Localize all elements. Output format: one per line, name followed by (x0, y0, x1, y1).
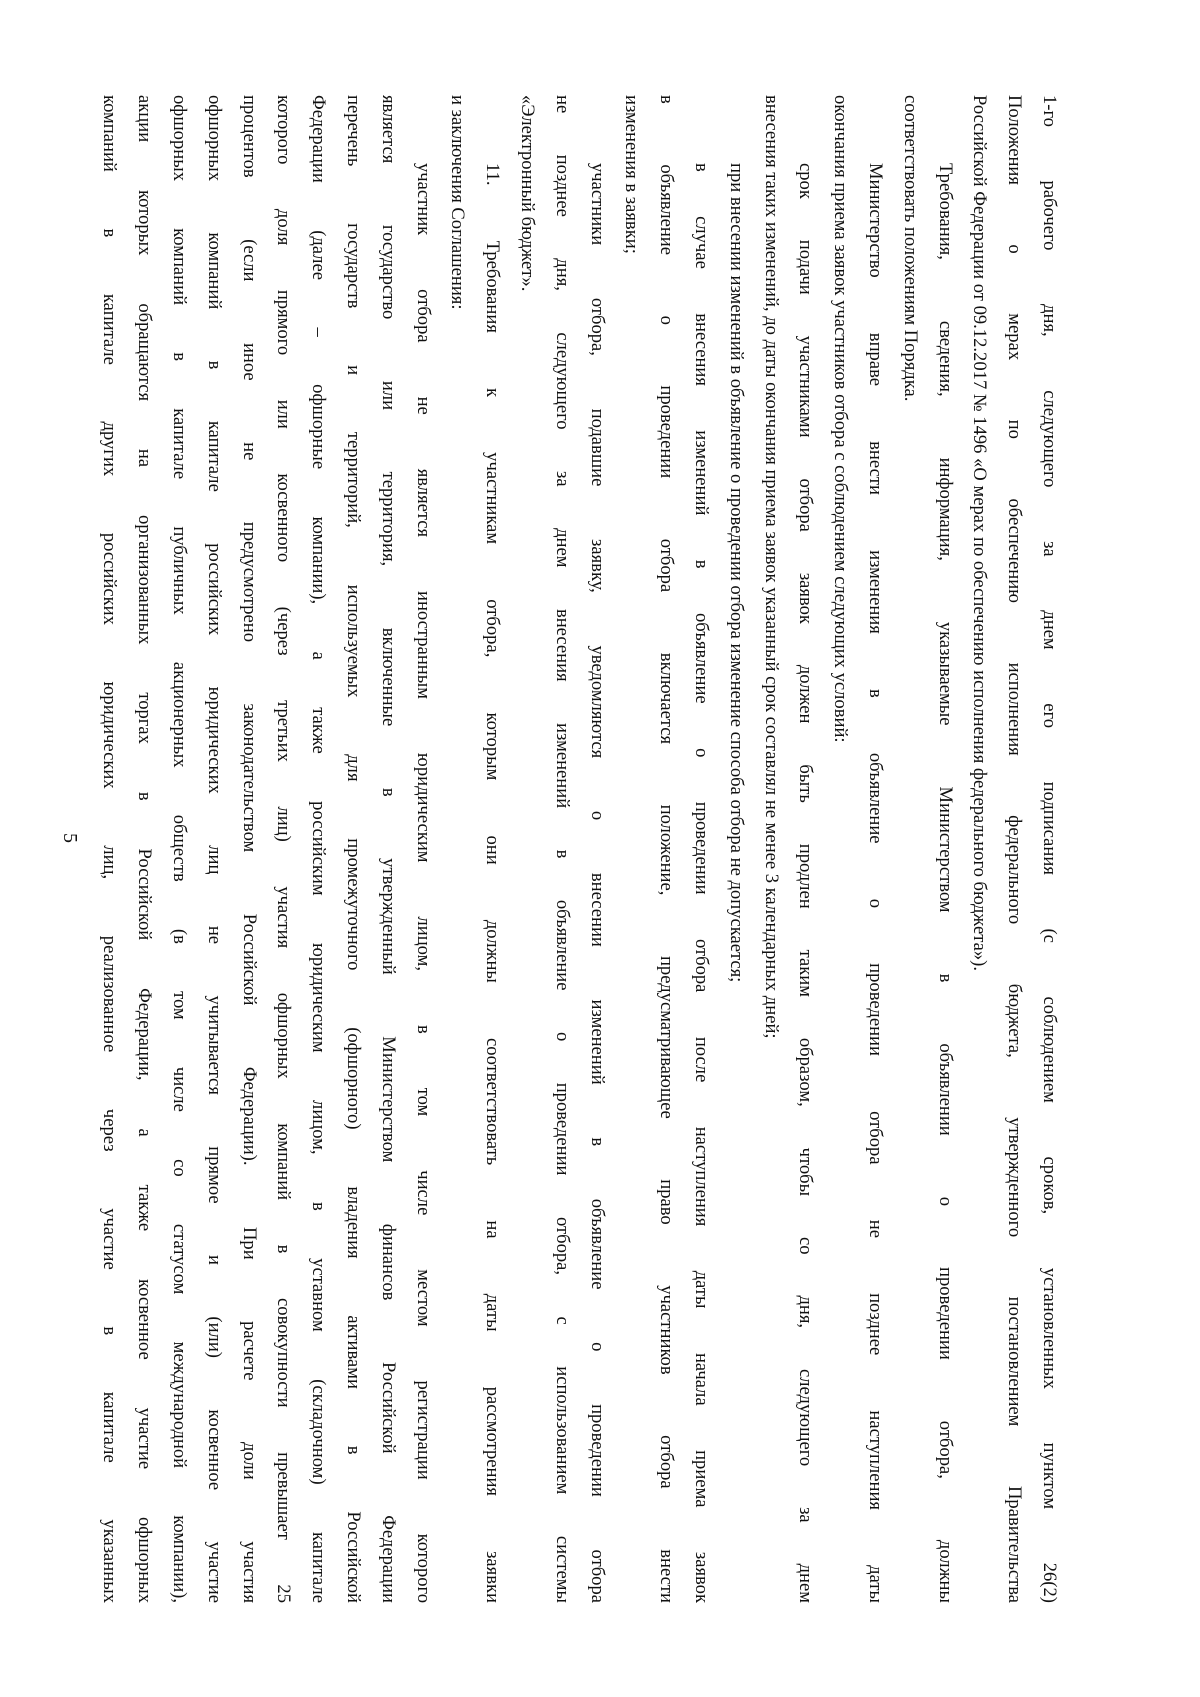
text-line: является государство или территория, включенные в утвержденный Министерством финансов Российской Федерации (377, 95, 399, 1603)
text-line: участник отбора не является иностранным юридическим лицом, в том числе местом регистрации которого (412, 163, 434, 1603)
document-body (99, 95, 1066, 1603)
text-line: при внесении изменений в объявление о проведении отбора изменение способа отбора не допускается; (725, 163, 747, 983)
text-line: Министерство вправе внести изменения в объявление о проведении отбора не позднее наступления даты (865, 163, 887, 1603)
text-line: не позднее дня, следующего за днем внесения изменений в объявление о проведении отбора, с использованием системы (551, 95, 573, 1603)
text-line: соответствовать положениям Порядка. (899, 95, 921, 402)
text-line: Российской Федерации от 09.12.2017 № 1496 «О мерах по обеспечению исполнения федерального бюджета»). (969, 95, 991, 972)
text-line: Требования, сведения, информация, указываемые Министерством в объявлении о проведении отбора, должны (934, 163, 956, 1603)
text-line: срок подачи участниками отбора заявок должен быть продлен таким образом, чтобы со дня, следующего за днем (795, 163, 817, 1603)
text-line: акции которых обращаются на организованных торгах в Российской Федерации, а также косвенное участие офшорных (134, 95, 156, 1603)
text-line: участники отбора, подавшие заявку, уведомляются о внесении изменений в объявление о проведении отбора (586, 163, 608, 1603)
text-line: и заключения Соглашения: (447, 95, 469, 310)
text-line: офшорных компаний в капитале российских юридических лиц не учитывается прямое и (или) косвенное участие (203, 95, 225, 1603)
text-line: «Электронный бюджет». (517, 95, 539, 292)
text-line: офшорных компаний в капитале публичных акционерных обществ (в том числе со статусом международной компании), (169, 95, 191, 1603)
text-line: изменения в заявки; (621, 95, 643, 254)
text-line: Федерации (далее – офшорные компании), а также российским юридическим лицом, в уставном (складочном) капитале (308, 95, 330, 1603)
text-line: процентов (если иное не предусмотрено законодательством Российской Федерации). При расчете доли участия (238, 95, 260, 1603)
text-line: 1-го рабочего дня, следующего за днем его подписания (с соблюдением сроков, установленных пунктом 26(2) (1039, 95, 1060, 1603)
text-line: в случае внесения изменений в объявление о проведении отбора после наступления даты начала приема заявок (691, 163, 713, 1603)
page-number: 5 (59, 833, 81, 843)
text-line: окончания приема заявок участников отбора с соблюдением следующих условий: (830, 95, 852, 743)
text-line: 11. Требования к участникам отбора, которым они должны соответствовать на даты рассмотрения заявки (482, 163, 504, 1603)
text-line: внесения таких изменений, до даты окончания приема заявок указанный срок составлял не менее 3 календарных дней; (760, 95, 782, 1039)
text-line: перечень государств и территорий, используемых для промежуточного (офшорного) владения активами в Российской (343, 95, 365, 1603)
text-line: которого доля прямого или косвенного (через третьих лиц) участия офшорных компаний в совокупности превышает 25 (273, 95, 295, 1603)
text-line: Положения о мерах по обеспечению исполнения федерального бюджета, утвержденного постановлением Правительства (1004, 95, 1026, 1603)
text-line: компаний в капитале других российских юридических лиц, реализованное через участие в капитале указанных (99, 95, 121, 1603)
text-line: в объявление о проведении отбора включается положение, предусматривающее право участников отбора внести (656, 95, 678, 1603)
